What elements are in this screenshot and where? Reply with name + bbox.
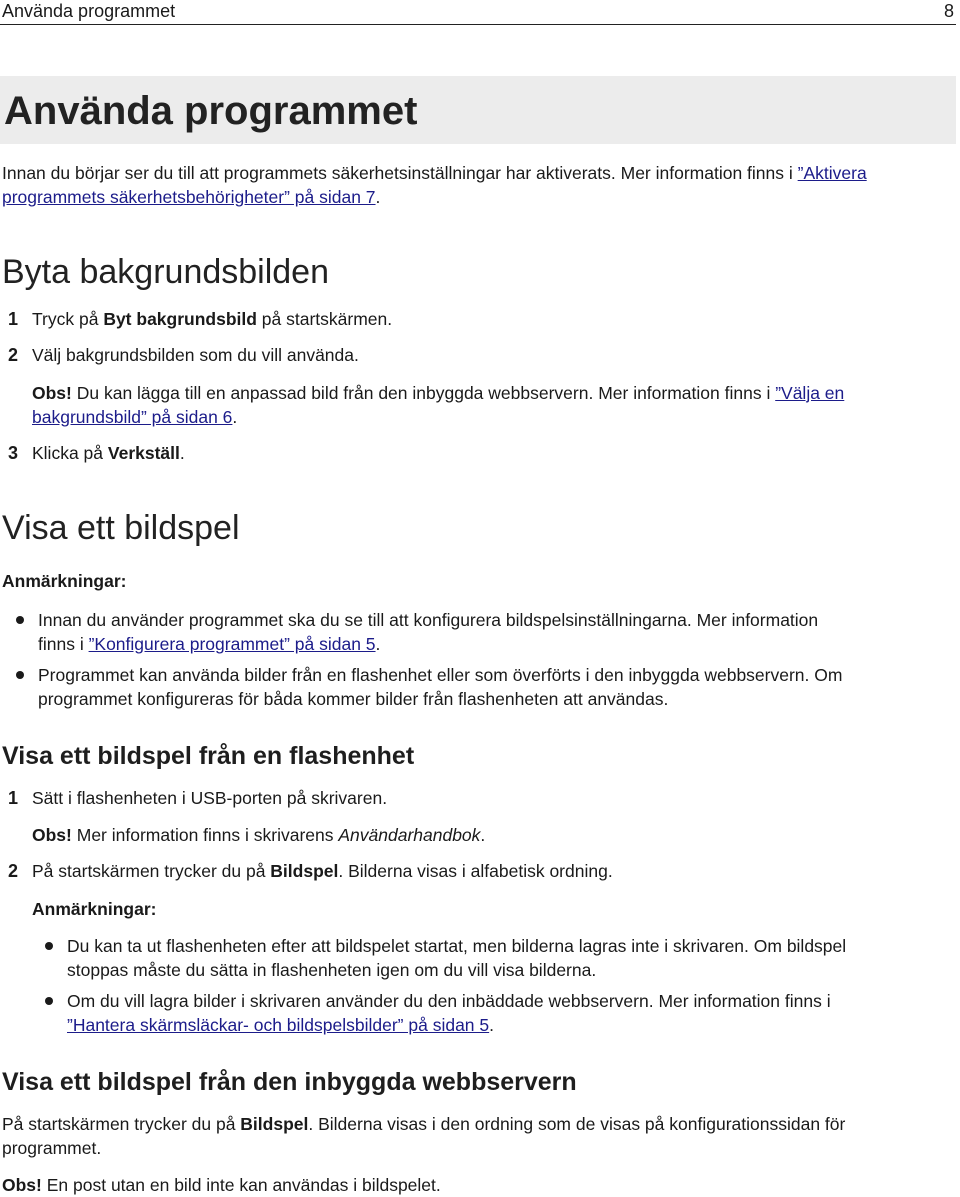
- chapter-title-band: [0, 76, 956, 144]
- remarks-label: Anmärkningar:: [32, 899, 157, 919]
- step-1-text: Tryck på Byt bakgrundsbild på startskärmen.: [32, 309, 393, 329]
- remarks-label: Anmärkningar:: [2, 571, 127, 591]
- flash-bullet-1: Du kan ta ut flashenheten efter att bildspelet startat, men bilderna lagras inte i skrivaren. Om bildspel stoppas måste du sätta in flashenheten igen om du vill visa bilderna.: [67, 936, 847, 980]
- manage-screensaver-images-link[interactable]: ”Hantera skärmsläckar- och bildspelsbilder” på sidan 5: [67, 1015, 490, 1035]
- ui-term-change-wallpaper: Byt bakgrundsbild: [103, 309, 257, 329]
- intro-link-part1[interactable]: ”Aktivera: [797, 163, 867, 183]
- page-number: 8: [943, 1, 954, 21]
- flash-step-2-text: På startskärmen trycker du på Bildspel. Bilderna visas i alfabetisk ordning.: [32, 861, 613, 881]
- flash-bullet-2: Om du vill lagra bilder i skrivaren använder du den inbäddade webbservern. Mer information finns i ”Hantera skärmsläckar- och bildspelsbilder” på sidan 5.: [67, 991, 831, 1035]
- ui-term-slideshow: Bildspel: [270, 861, 339, 881]
- bullet-icon: [16, 671, 24, 679]
- note-label: Obs!: [32, 825, 72, 845]
- step-number: 1: [8, 788, 19, 808]
- web-server-paragraph: På startskärmen trycker du på Bildspel. Bilderna visas i den ordning som de visas på konfigurationssidan för programmet.: [2, 1114, 846, 1158]
- wallpaper-note: Obs! Du kan lägga till en anpassad bild från den inbyggda webbservern. Mer information finns i ”Välja en bakgrundsbild” på sidan 6.: [32, 383, 845, 427]
- heading-change-wallpaper: Byta bakgrundsbilden: [2, 253, 330, 291]
- heading-slideshow-web-server: Visa ett bildspel från den inbyggda webbservern: [2, 1068, 577, 1096]
- bullet-icon: [16, 616, 24, 624]
- wallpaper-note-link-part1[interactable]: ”Välja en: [775, 383, 845, 403]
- step-2-text: Välj bakgrundsbilden som du vill använda.: [32, 345, 359, 365]
- step-3-text: Klicka på Verkställ.: [32, 443, 185, 463]
- heading-slideshow-flash-drive: Visa ett bildspel från en flashenhet: [2, 742, 415, 770]
- step-number: 3: [8, 443, 19, 463]
- web-server-note: Obs! En post utan en bild inte kan användas i bildspelet.: [2, 1175, 441, 1195]
- flash-step-1-text: Sätt i flashenheten i USB-porten på skrivaren.: [32, 788, 388, 808]
- running-header-title: Använda programmet: [2, 1, 176, 21]
- slideshow-bullet-1: Innan du använder programmet ska du se till att konfigurera bildspelsinställningarna. Mer information finns i ”Konfigurera programmet” på sidan 5.: [38, 610, 819, 654]
- user-guide-title: Användarhandbok: [338, 825, 481, 845]
- ui-term-slideshow: Bildspel: [240, 1114, 309, 1134]
- note-label: Obs!: [32, 383, 72, 403]
- heading-show-slideshow: Visa ett bildspel: [2, 509, 240, 547]
- step-number: 2: [8, 345, 19, 365]
- bullet-icon: [45, 942, 53, 950]
- note-label: Obs!: [2, 1175, 42, 1195]
- flash-step-1-note: Obs! Mer information finns i skrivarens Användarhandbok.: [32, 825, 486, 845]
- configure-app-link[interactable]: ”Konfigurera programmet” på sidan 5: [88, 634, 376, 654]
- step-number: 2: [8, 861, 19, 881]
- wallpaper-note-link-part2[interactable]: bakgrundsbild” på sidan 6: [32, 407, 233, 427]
- intro-link-part2[interactable]: programmets säkerhetsbehörigheter” på sidan 7: [2, 187, 376, 207]
- chapter-title: Använda programmet: [4, 89, 418, 133]
- bullet-icon: [45, 997, 53, 1005]
- step-number: 1: [8, 309, 19, 329]
- intro-text: Innan du börjar ser du till att programmets säkerhetsinställningar har aktiverats. Mer information finns i: [2, 163, 798, 183]
- slideshow-bullet-2: Programmet kan använda bilder från en flashenhet eller som överförts i den inbyggda webbservern. Om programmet konfigureras för båda kommer bilder från flashenheten att användas.: [38, 665, 843, 709]
- ui-term-apply: Verkställ: [107, 443, 180, 463]
- running-header: [0, 0, 956, 25]
- intro-paragraph: Innan du börjar ser du till att programmets säkerhetsinställningar har aktiverats. Mer information finns i ”Aktivera programmets säkerhetsbehörigheter” på sidan 7.: [2, 163, 867, 207]
